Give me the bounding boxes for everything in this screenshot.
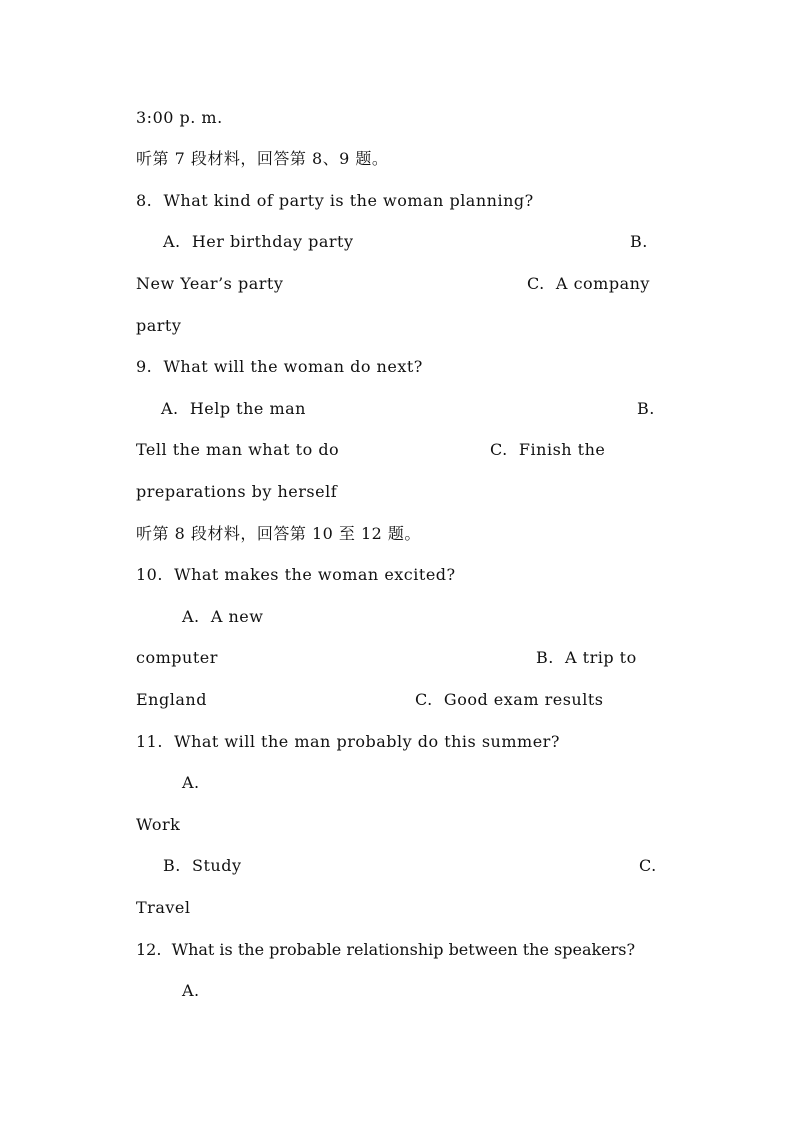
option-a-text: Work — [136, 815, 181, 834]
question-8-options-line-1 — [136, 228, 656, 256]
option-c-text: Travel — [136, 898, 191, 917]
option-b-label: B. — [637, 399, 655, 418]
question-10-options-line-3 — [136, 686, 656, 714]
time-option-line — [136, 104, 656, 132]
question-text: 10. What makes the woman excited? — [136, 565, 456, 584]
question-text: 11. What will the man probably do this summer? — [136, 732, 560, 751]
option-c: C. Good exam results — [415, 690, 604, 709]
option-a: A. Help the man — [161, 399, 306, 418]
question-9-options-line-2 — [136, 436, 656, 464]
section-instruction-7 — [136, 145, 656, 173]
question-8-options-line-2 — [136, 270, 656, 298]
option-b-label: B. — [630, 232, 648, 251]
question-8-options-line-3 — [136, 312, 656, 340]
option-c-label: C. — [639, 856, 657, 875]
section-instruction-8 — [136, 520, 656, 548]
option-b-text: Tell the man what to do — [136, 440, 340, 459]
question-11-options-line-2 — [136, 811, 656, 839]
option-b-text: New Year’s party — [136, 274, 284, 293]
question-9-options-line-1 — [136, 395, 656, 423]
question-10 — [136, 561, 656, 589]
option-a-label: A. — [182, 773, 200, 792]
option-b-continued: England — [136, 690, 207, 709]
question-11-options-line-1 — [136, 769, 656, 797]
question-text: 9. What will the woman do next? — [136, 357, 423, 376]
option-c-continued: preparations by herself — [136, 482, 338, 501]
option-a-continued: computer — [136, 648, 218, 667]
question-text: 8. What kind of party is the woman planning? — [136, 191, 534, 210]
option-a: A. Her birthday party — [163, 232, 354, 251]
option-c: C. A company — [527, 274, 650, 293]
question-11-options-line-3 — [136, 852, 656, 880]
instruction-text: 听第 8 段材料，回答第 10 至 12 题。 — [136, 524, 421, 543]
instruction-text: 听第 7 段材料，回答第 8、9 题。 — [136, 149, 389, 168]
option-text: 3:00 p. m. — [136, 108, 223, 127]
question-11-options-line-4 — [136, 894, 656, 922]
option-a: A. A new — [182, 607, 264, 626]
option-b: B. A trip to — [536, 648, 637, 667]
option-a-label: A. — [182, 981, 200, 1000]
question-10-options-line-1 — [136, 603, 656, 631]
option-c: C. Finish the — [490, 440, 606, 459]
option-b: B. Study — [163, 856, 242, 875]
question-8 — [136, 187, 656, 215]
question-text: 12. What is the probable relationship between the speakers? — [136, 940, 636, 959]
question-12-options-line-1 — [136, 977, 656, 1005]
question-11 — [136, 728, 656, 756]
option-c-continued: party — [136, 316, 182, 335]
question-9-options-line-3 — [136, 478, 656, 506]
question-9 — [136, 353, 656, 381]
question-10-options-line-2 — [136, 644, 656, 672]
question-12 — [136, 936, 656, 964]
